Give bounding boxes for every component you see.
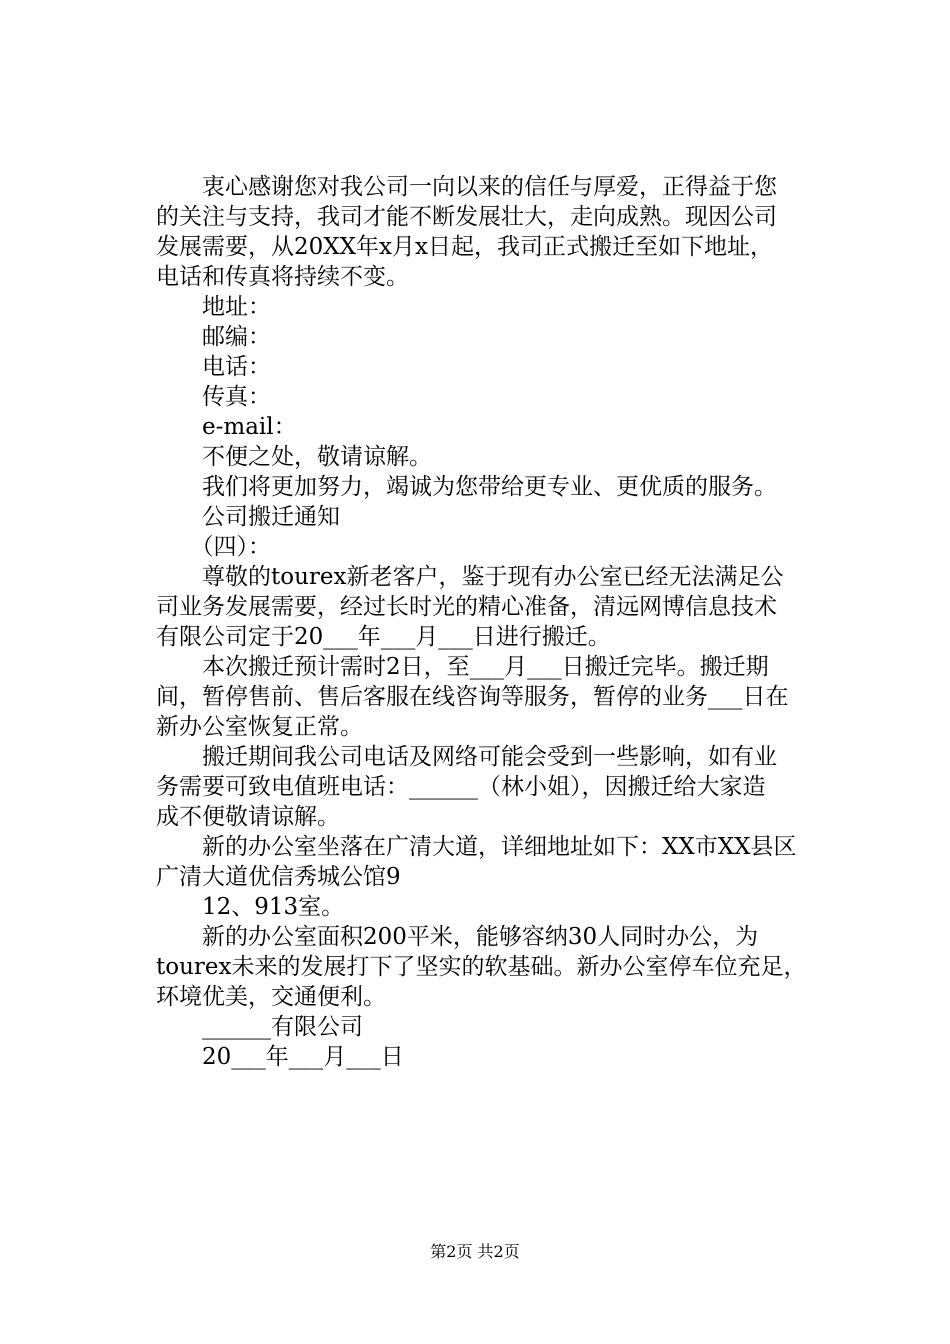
text-line: 的关注与支持，我司才能不断发展壮大，走向成熟。现因公司 bbox=[156, 204, 777, 230]
text-line: 有限公司定于20___年___月___日进行搬迁。 bbox=[156, 624, 611, 650]
email-label: e-mail： bbox=[156, 414, 297, 440]
document-body bbox=[156, 172, 836, 1072]
fax-label: 传真： bbox=[156, 384, 271, 410]
signature-date: 20___年___月___日 bbox=[156, 1044, 404, 1070]
text-line: 衷心感谢您对我公司一向以来的信任与厚爱，正得益于您 bbox=[156, 174, 777, 200]
text-line: 环境优美，交通便利。 bbox=[156, 984, 386, 1010]
text-line: 新的办公室面积200平米，能够容纳30人同时办公，为 bbox=[156, 924, 759, 950]
page-number: 第2页 共2页 bbox=[430, 1242, 520, 1261]
text-line: tourex未来的发展打下了坚实的软基础。新办公室停车位充足， bbox=[156, 954, 807, 980]
text-line: 我们将更加努力，竭诚为您带给更专业、更优质的服务。 bbox=[156, 474, 777, 500]
text-line: 新办公室恢复正常。 bbox=[156, 714, 363, 740]
text-line: 新的办公室坐落在广清大道，详细地址如下：XX市XX县区 bbox=[156, 834, 797, 860]
address-label: 地址： bbox=[156, 294, 271, 320]
signature-company: ______有限公司 bbox=[156, 1014, 363, 1040]
text-line: 广清大道优信秀城公馆9 bbox=[156, 864, 401, 890]
text-line: 本次搬迁预计需时2日，至___月___日搬迁完毕。搬迁期 bbox=[156, 654, 769, 680]
phone-label: 电话： bbox=[156, 354, 271, 380]
text-line: 发展需要，从20XX年x月x日起，我司正式搬迁至如下地址， bbox=[156, 234, 773, 260]
section-title: 公司搬迁通知 bbox=[156, 504, 340, 530]
section-number: （四）： bbox=[156, 534, 271, 560]
page-footer bbox=[0, 1242, 950, 1262]
text-line: 务需要可致电值班电话：______（林小姐），因搬迁给大家造 bbox=[156, 774, 766, 800]
text-line: 尊敬的tourex新老客户，鉴于现有办公室已经无法满足公 bbox=[156, 564, 784, 590]
text-line: 不便之处，敬请谅解。 bbox=[156, 444, 432, 470]
text-line: 间，暂停售前、售后客服在线咨询等服务，暂停的业务___日在 bbox=[156, 684, 789, 710]
text-line: 成不便敬请谅解。 bbox=[156, 804, 340, 830]
text-line: 司业务发展需要，经过长时光的精心准备，清远网博信息技术 bbox=[156, 594, 777, 620]
text-line: 电话和传真将持续不变。 bbox=[156, 264, 409, 290]
postcode-label: 邮编： bbox=[156, 324, 271, 350]
text-line: 搬迁期间我公司电话及网络可能会受到一些影响，如有业 bbox=[156, 744, 777, 770]
text-line: 12、913室。 bbox=[156, 894, 345, 920]
